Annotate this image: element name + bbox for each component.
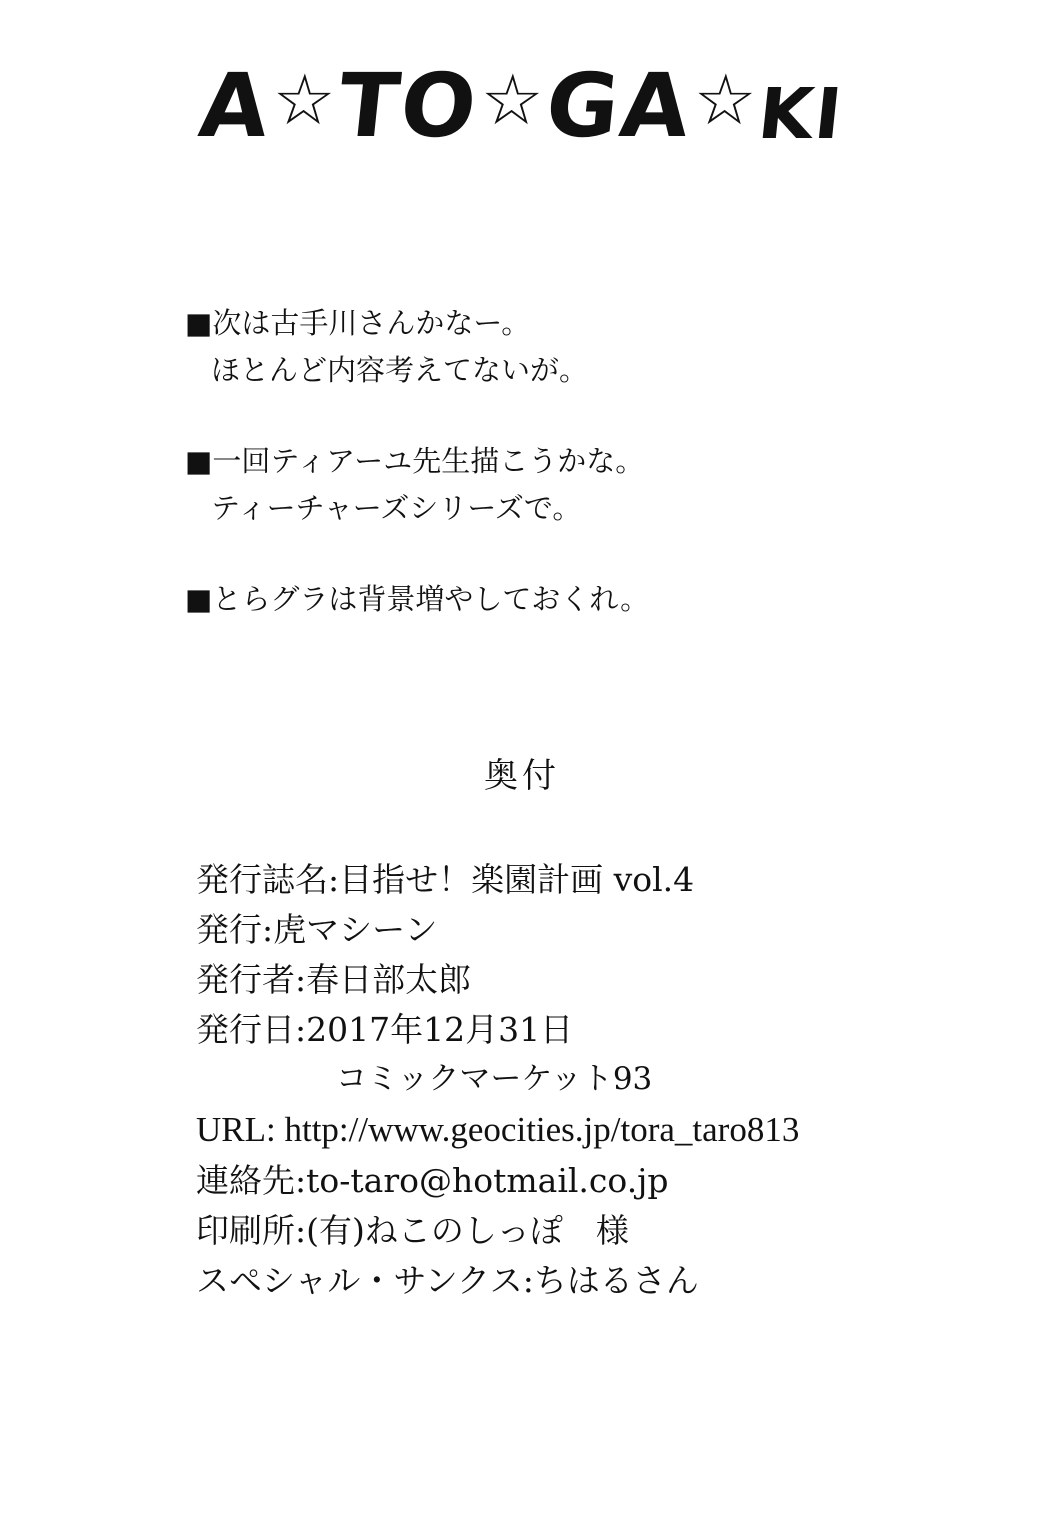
title-text [194,54,849,157]
title-part-to: TO [333,54,484,157]
star-icon: ☆ [478,59,547,141]
star-icon: ☆ [271,59,340,141]
note-line-2: ほとんど内容考えてないが。 [211,352,589,387]
note-item [185,300,945,394]
note-item [185,438,945,532]
note-item [185,576,945,623]
afterword-notes [185,300,945,667]
note-line-1: ■次は古手川さんかなー。 [185,306,531,340]
colophon-block [196,855,996,1306]
colophon-row-printer: 印刷所:(有)ねこのしっぽ 様 [196,1211,629,1251]
colophon-row-contact: 連絡先:to-taro@hotmail.co.jp [196,1160,669,1200]
colophon-row-url: URL: http://www.geocities.jp/tora_taro813 [196,1109,800,1149]
colophon-row-author: 発行者:春日部太郎 [196,960,472,1000]
colophon-row-title: 発行誌名:目指せ！楽園計画 vol.4 [196,860,695,899]
star-icon: ☆ [692,59,760,141]
note-line-1: ■一回ティアーユ先生描こうかな。 [185,443,645,478]
title-part-a: A [194,54,276,157]
colophon-row-date: 発行日:2017年12月31日 [196,1010,574,1050]
note-line-1: ■とらグラは背景増やしておくれ。 [185,581,650,616]
colophon-row-publisher: 発行:虎マシーン [196,910,438,950]
page-title [0,54,1044,157]
title-part-ga: GA [541,54,697,157]
colophon-heading: 奥付 [484,756,560,796]
colophon-row-event: コミックマーケット93 [336,1060,653,1097]
title-part-ki: KI [754,73,848,155]
note-line-2: ティーチャーズシリーズで。 [211,490,582,525]
colophon-row-special-thanks: スペシャル・サンクス:ちはるさん [196,1261,699,1301]
